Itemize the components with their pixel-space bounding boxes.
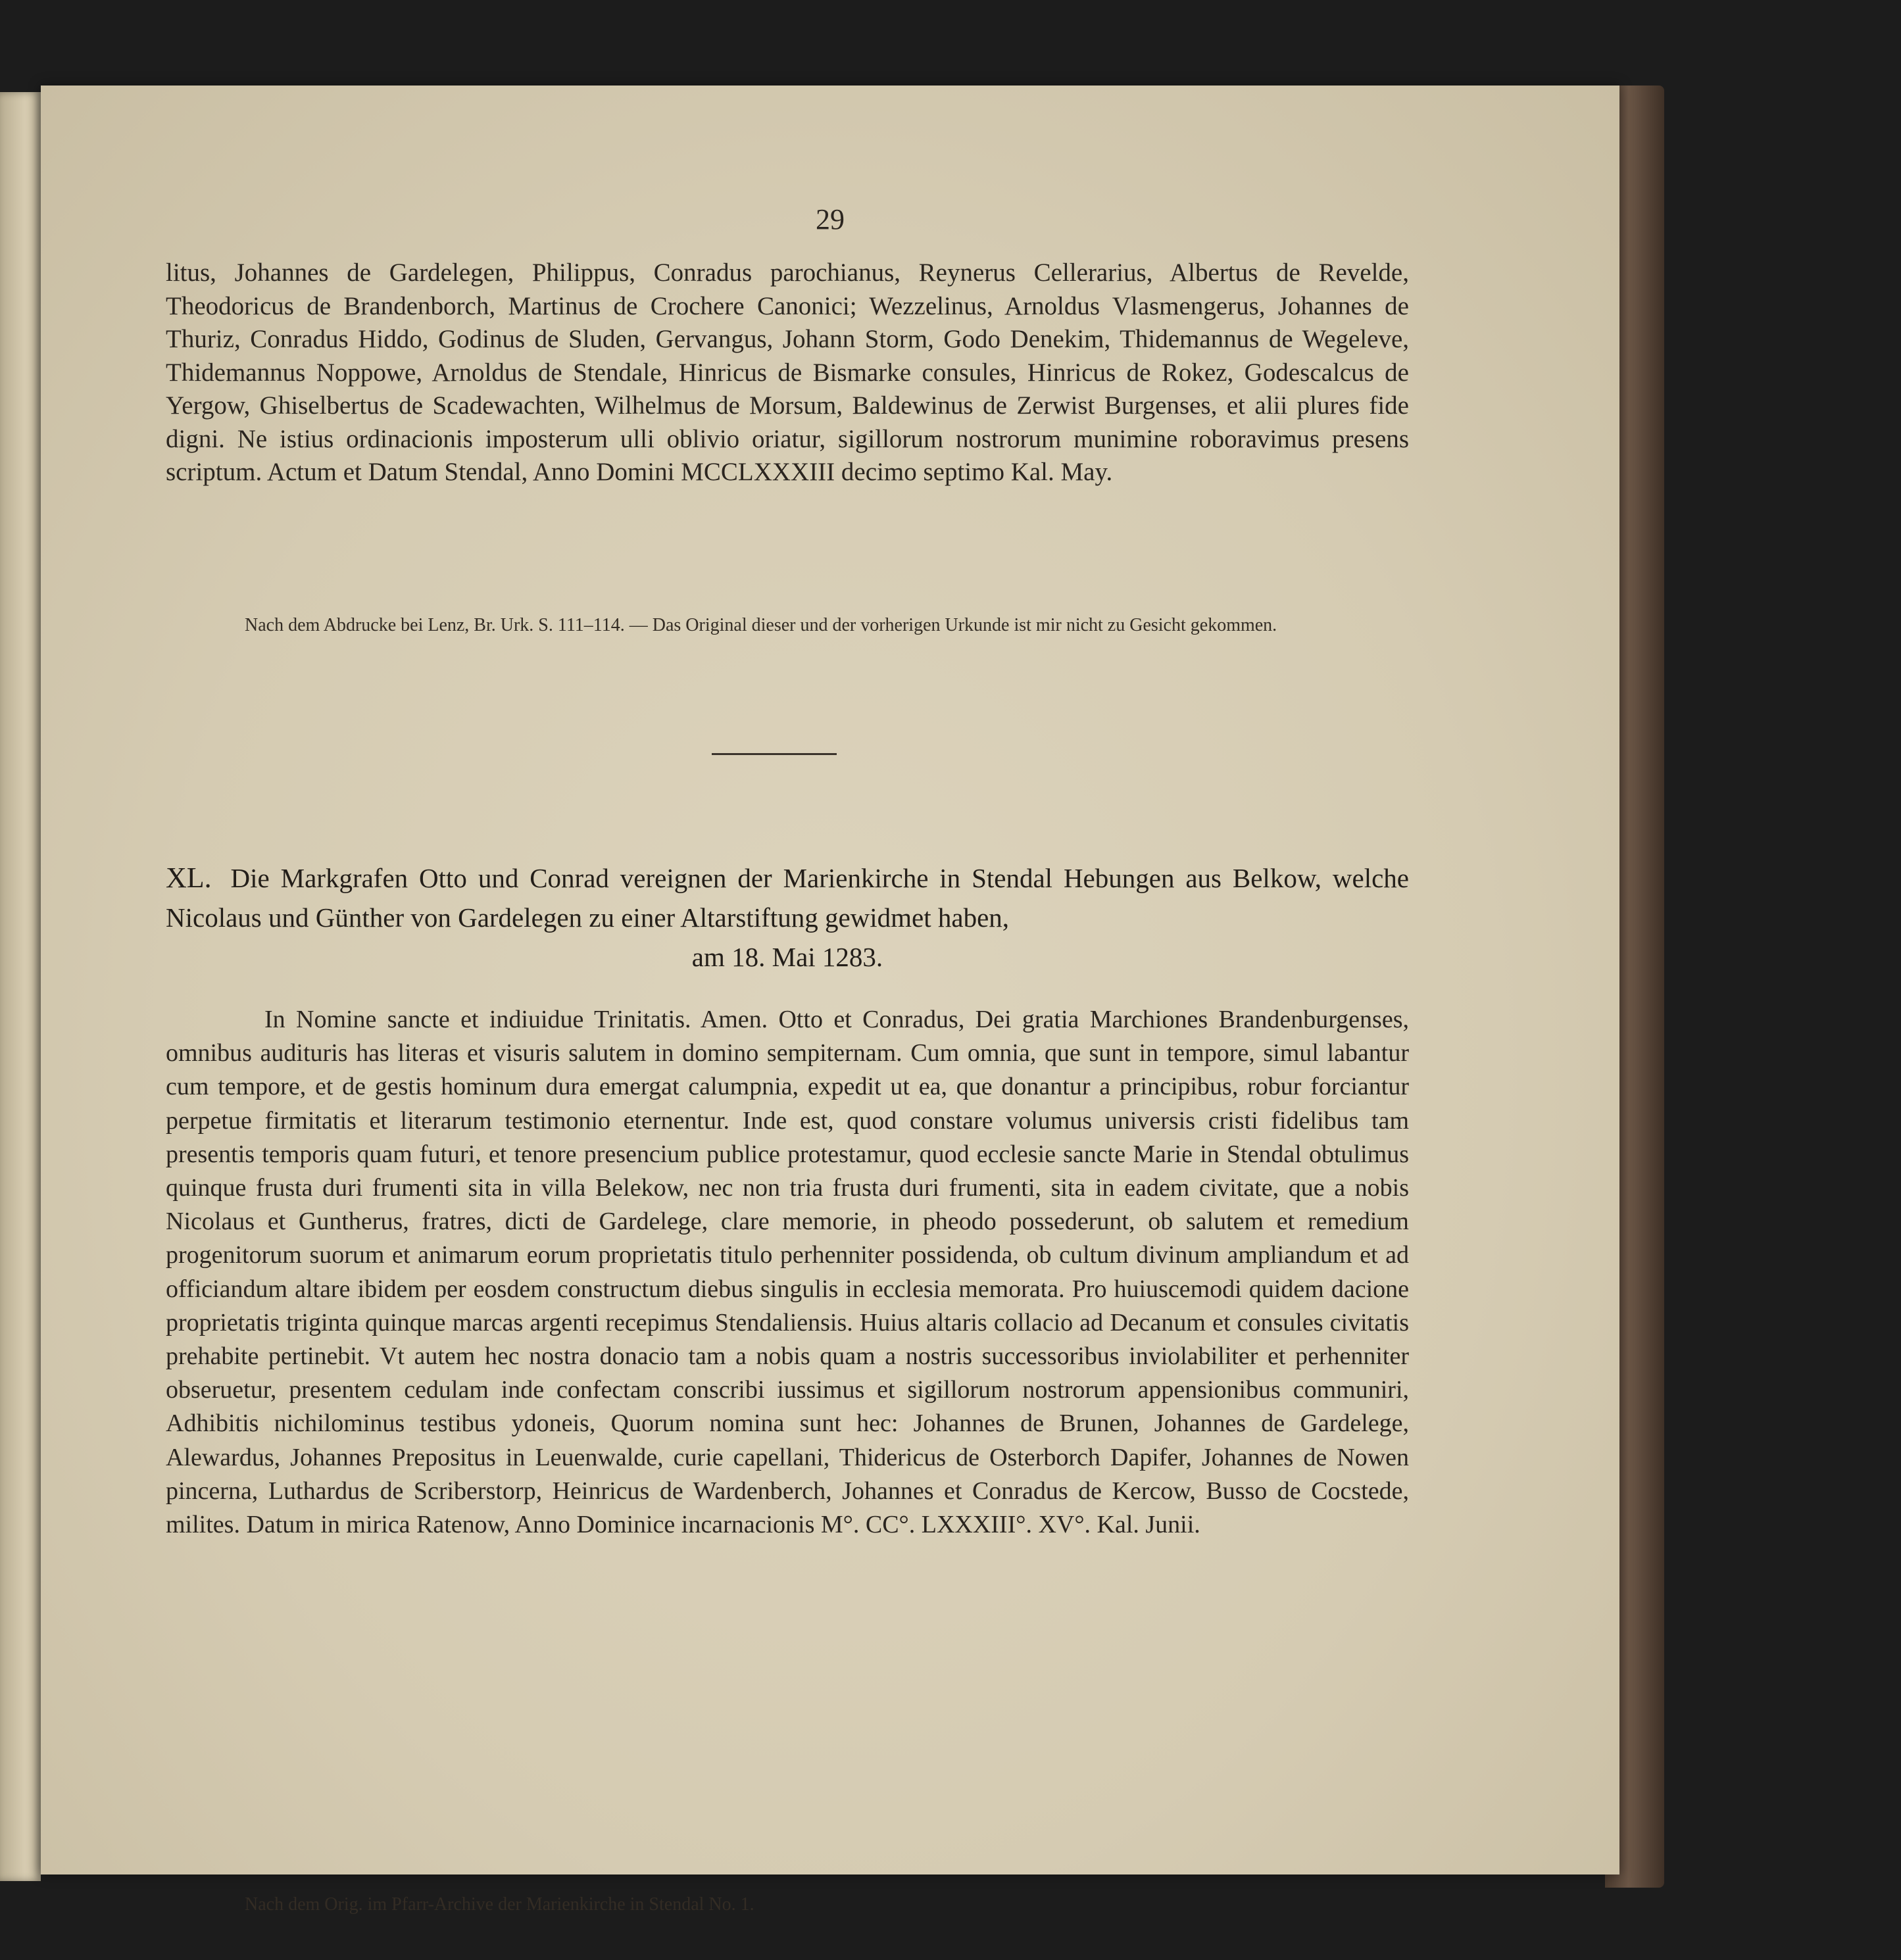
- document-heading: [166, 858, 1409, 937]
- document-heading-text: Die Markgrafen Otto und Conrad vereignen der Marienkirche in Stendal Hebungen aus Belkow, welche Nicolaus und Günther von Gardelegen zu einer Altarstiftung gewidmet haben,: [166, 863, 1409, 933]
- document-body: [166, 1003, 1409, 1542]
- document-date: am 18. Mai 1283.: [691, 942, 883, 972]
- document-number: XL.: [166, 862, 212, 894]
- facing-page-edge: [0, 92, 41, 1881]
- page-number: 29: [816, 203, 845, 235]
- source-note: Nach dem Orig. im Pfarr-Archive der Marienkirche in Stendal No. 1.: [245, 1894, 754, 1915]
- document-body-text: In Nomine sancte et indiuidue Trinitatis. Amen. Otto et Conradus, Dei gratia Marchiones Brandenburgenses, omnibus audituris has literas et visuris salutem in domino sempiternam. Cum omnia, que sunt in tempore, simul labantur cum tempore, et de gestis hominum dura emergat calumpnia, expedit ut ea, que donantur a principibus, robur forciantur perpetue firmitatis et literarum testimonio eternentur. Inde est, quod constare volumus universis cristi fidelibus tam presentis temporis quam futuri, et tenore presencium publice protestamur, quod ecclesie sancte Marie in Stendal obtulimus quinque frusta duri frumenti sita in villa Belekow, nec non tria frusta duri frumenti, sita in eadem civitate, que a nobis Nicolaus et Guntherus, fratres, dicti de Gardelege, clare memorie, in pheodo possederunt, ob salutem et remedium progenitorum suorum et animarum eorum proprietatis titulo perhenniter possidenda, ob cultum divinum ampliandum et ad officiandum altare ibidem per eosdem constructum diebus singulis in ecclesia memorata. Pro huiuscemodi quidem dacione proprietatis triginta quinque marcas argenti recepimus Stendaliensis. Huius altaris collacio ad Decanum et consules civitatis prehabite pertinebit. Vt autem hec nostra donacio tam a nobis quam a nostris successoribus inviolabiliter et perhenniter obseruetur, presentem cedulam inde confectam conscribi iussimus et sigillorum nostrorum appensionibus communiri, Adhibitis nichilominus testibus ydoneis, Quorum nomina sunt hec: Johannes de Brunen, Johannes de Gardelege, Alewardus, Johannes Prepositus in Leuenwalde, curie capellani, Thidericus de Osterborch Dapifer, Johannes de Nowen pincerna, Luthardus de Scriberstorp, Heinricus de Wardenberch, Johannes et Conradus de Kercow, Busso de Cocstede, milites. Datum in mirica Ratenow, Anno Dominice incarnacionis M°. CC°. LXXXIII°. XV°. Kal. Junii.: [166, 1006, 1409, 1539]
- section-divider: [712, 753, 837, 755]
- book-page: [41, 86, 1619, 1915]
- source-note: Nach dem Abdrucke bei Lenz, Br. Urk. S. 111–114. — Das Original dieser und der vorherigen Urkunde ist mir nicht zu Gesicht gekommen.: [245, 615, 1277, 635]
- document-continuation-text: litus, Johannes de Gardelegen, Philippus, Conradus parochianus, Reynerus Cellerarius, Albertus de Revelde, Theodoricus de Brandenborch, Martinus de Crochere Canonici; Wezzelinus, Arnoldus Vlasmengerus, Johannes de Thuriz, Conradus Hiddo, Godinus de Sluden, Gervangus, Johann Storm, Godo Denekim, Thidemannus de Wegeleve, Thidemannus Noppowe, Arnoldus de Stendale, Hinricus de Bismarke consules, Hinricus de Rokez, Godescalcus de Yergow, Ghiselbertus de Scadewachten, Wilhelmus de Morsum, Baldewinus de Zerwist Burgenses, et alii plures fide digni. Ne istius ordinacionis imposterum ulli oblivio oriatur, sigillorum nostrorum munimine roboravimus presens scriptum. Actum et Datum Stendal, Anno Domini MCCLXXXIII decimo septimo Kal. May.: [166, 258, 1409, 486]
